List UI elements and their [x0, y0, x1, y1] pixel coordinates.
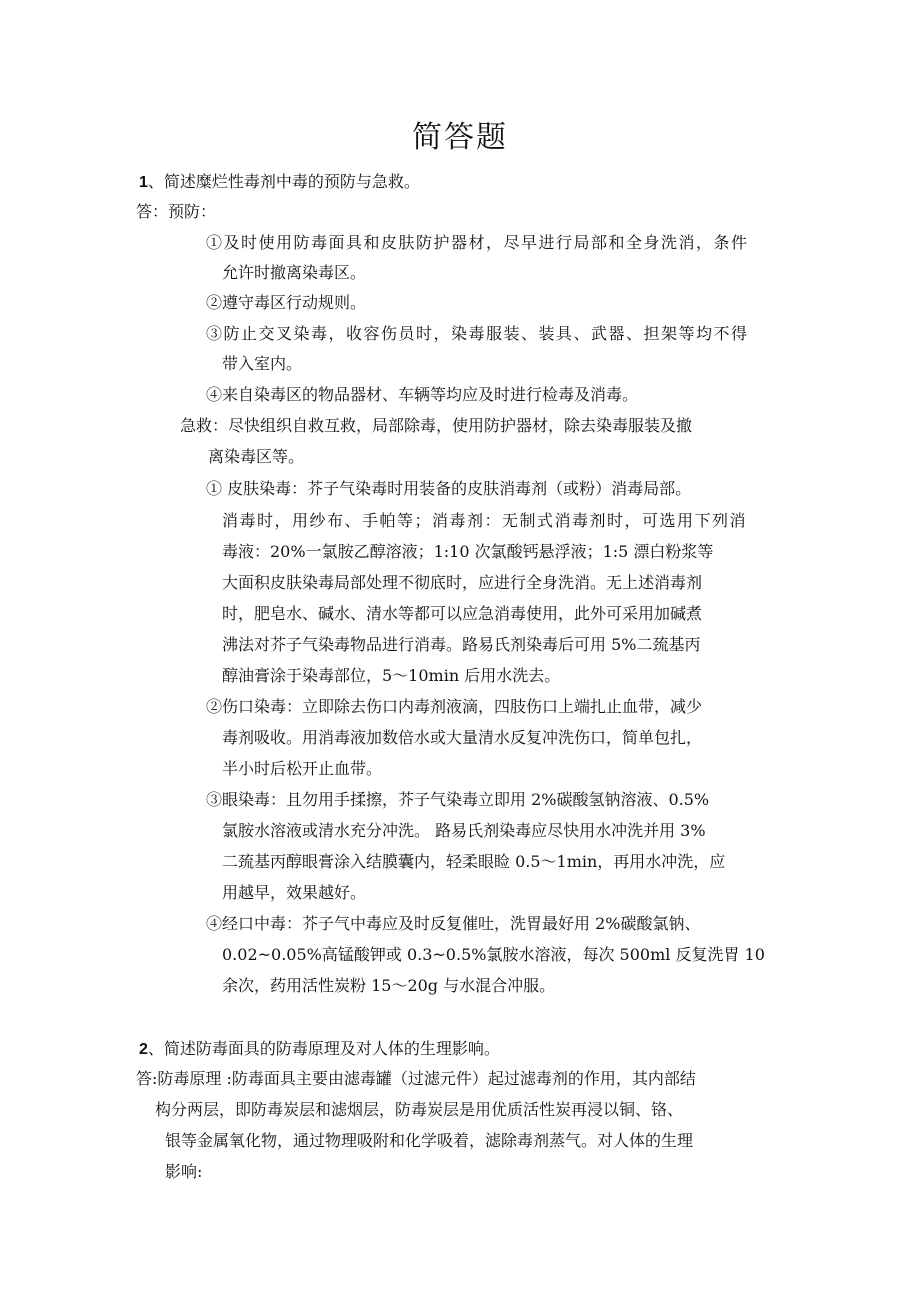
- skin-line-6: 沸法对芥子气染毒物品进行消毒。路易氏剂染毒后可用 5%二巯基丙: [222, 635, 701, 654]
- wound-line-1: ②伤口染毒：立即除去伤口内毒剂液滴，四肢伤口上端扎止血带，减少: [206, 697, 703, 716]
- oral-line-1: ④经口中毒：芥子气中毒应及时反复催吐，洗胃最好用 2%碳酸氯钠、: [206, 914, 701, 933]
- answer-2-line-2: 构分两层，即防毒炭层和滤烟层，防毒炭层是用优质活性炭再浸以铜、铬、: [155, 1100, 684, 1119]
- skin-line-7: 醇油膏涂于染毒部位，5～10min 后用水洗去。: [222, 666, 561, 685]
- question-2-number: 2: [139, 1041, 148, 1058]
- skin-line-5: 时，肥皂水、碱水、清水等都可以应急消毒使用，此外可采用加碱煮: [222, 604, 703, 623]
- wound-line-2: 毒剂吸收。用消毒液加数倍水或大量清水反复冲洗伤口，简单包扎，: [222, 728, 703, 747]
- eye-line-1: ③眼染毒：且勿用手揉擦，芥子气染毒立即用 2%碳酸氢钠溶液、0.5%: [206, 790, 710, 809]
- oral-line-3: 余次，药用活性炭粉 15～20g 与水混合冲服。: [222, 976, 556, 995]
- eye-line-4: 用越早，效果越好。: [222, 883, 367, 902]
- prevention-line-1: ①及时使用防毒面具和皮肤防护器材，尽早进行局部和全身洗消，条件: [206, 233, 749, 252]
- question-1: [139, 171, 420, 194]
- page-title: 简答题: [412, 120, 508, 155]
- question-1-number: 1: [139, 174, 148, 191]
- prevention-line-6: ④来自染毒区的物品器材、车辆等均应及时进行检毒及消毒。: [206, 385, 639, 404]
- firstaid-line-2: 离染毒区等。: [208, 447, 305, 466]
- answer-2-line-4: 影响:: [165, 1162, 203, 1181]
- skin-line-4: 大面积皮肤染毒局部处理不彻底时，应进行全身洗消。无上述消毒剂: [222, 573, 703, 592]
- prevention-line-5: 带入室内。: [222, 354, 303, 373]
- answer-1-label: 答：预防：: [136, 202, 217, 221]
- question-2: [139, 1038, 500, 1061]
- oral-line-2: 0.02~0.05%高锰酸钾或 0.3~0.5%氯胺水溶液，每次 500ml 反复洗胃 10: [222, 945, 765, 964]
- answer-2-line-3: 银等金属氧化物，通过物理吸附和化学吸着，滤除毒剂蒸气。对人体的生理: [165, 1131, 694, 1150]
- eye-line-2: 氯胺水溶液或清水充分冲洗。 路易氏剂染毒应尽快用水冲洗并用 3%: [222, 821, 706, 840]
- question-2-text: 、简述防毒面具的防毒原理及对人体的生理影响。: [147, 1039, 500, 1058]
- skin-line-1: ① 皮肤染毒：芥子气染毒时用装备的皮肤消毒剂（或粉）消毒局部。: [206, 479, 692, 498]
- answer-2-line-1: 答:防毒原理 :防毒面具主要由滤毒罐（过滤元件）起过滤毒剂的作用，其内部结: [136, 1069, 696, 1088]
- skin-line-2: 消毒时，用纱布、手帕等；消毒剂：无制式消毒剂时，可选用下列消: [222, 511, 748, 530]
- eye-line-3: 二巯基丙醇眼膏涂入结膜囊内，轻柔眼睑 0.5～1min，再用水冲洗，应: [222, 852, 726, 871]
- question-1-text: 、简述糜烂性毒剂中毒的预防与急救。: [147, 172, 420, 191]
- prevention-line-4: ③防止交叉染毒，收容伤员时，染毒服装、装具、武器、担架等均不得: [206, 324, 749, 343]
- wound-line-3: 半小时后松开止血带。: [222, 759, 383, 778]
- prevention-line-3: ②遵守毒区行动规则。: [206, 293, 367, 312]
- prevention-line-2: 允许时撤离染毒区。: [222, 263, 367, 282]
- firstaid-line-1: 急救：尽快组织自救互救，局部除毒，使用防护器材，除去染毒服装及撤: [180, 416, 693, 435]
- skin-line-3: 毒液：20%一氯胺乙醇溶液；1:10 次氯酸钙悬浮液；1:5 漂白粉浆等: [222, 542, 714, 561]
